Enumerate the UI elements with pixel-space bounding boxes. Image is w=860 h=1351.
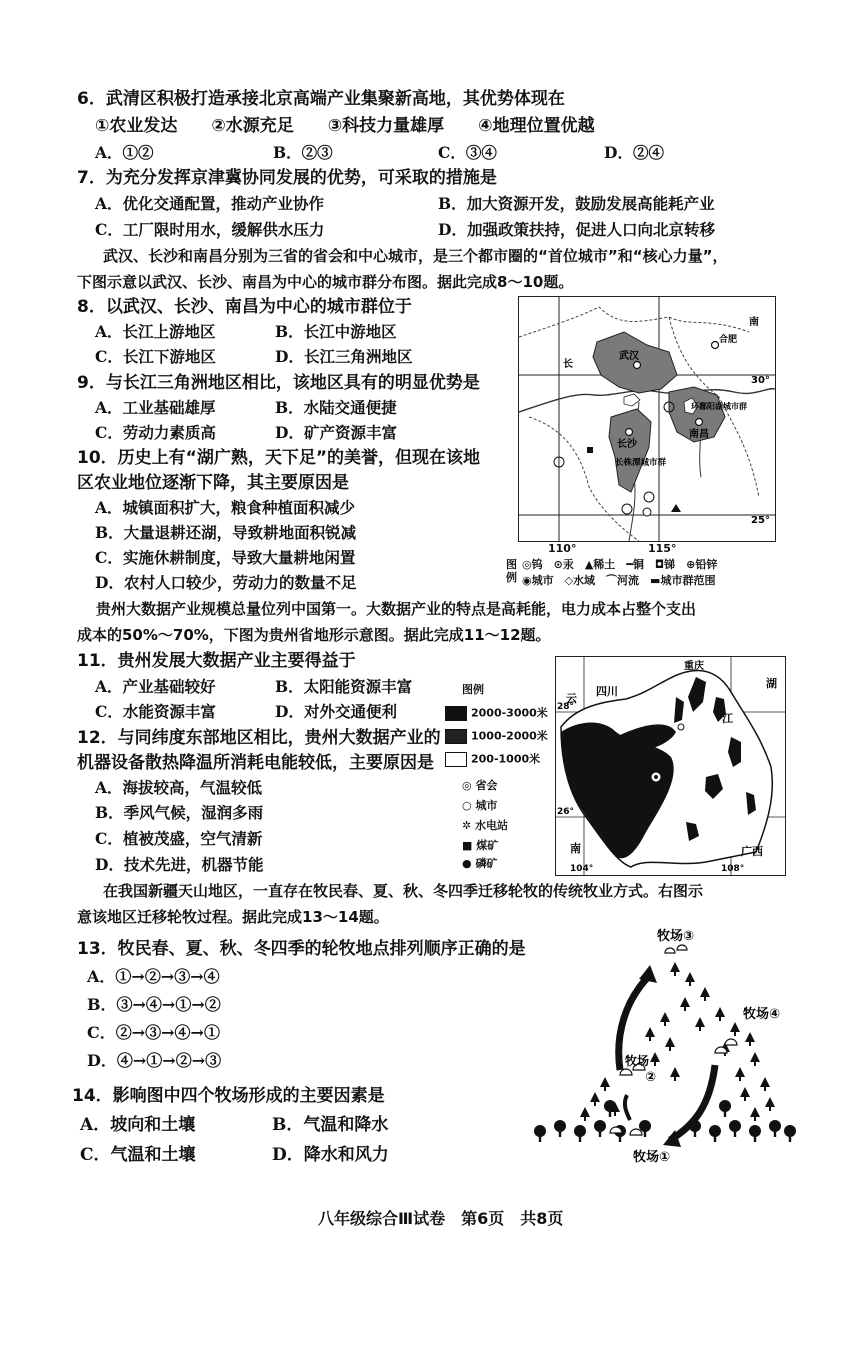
- legend-coal-label: 煤矿: [476, 839, 499, 852]
- legend-elev1-label: 2000-3000米: [471, 706, 548, 720]
- q10-option-b: B．大量退耕还湖，导致耕地面积锐减: [95, 523, 357, 542]
- map2-legend-sym3: ✲ 水电站: [462, 819, 509, 832]
- legend-swatch-high: [445, 706, 467, 721]
- q10-option-a: A．城镇面积扩大，粮食种植面积减少: [95, 498, 356, 517]
- label-lat-28: 28°: [557, 702, 575, 712]
- q11-option-d: D．对外交通便利: [275, 702, 397, 721]
- q14-stem: 14．影响图中四个牧场形成的主要因素是: [72, 1086, 385, 1106]
- q8-option-b: B．长江中游地区: [275, 322, 397, 341]
- q10-option-c: C．实施休耕制度，导致大量耕地闲置: [95, 548, 356, 567]
- label-guangxi: 广西: [741, 845, 763, 858]
- q13-option-d: D．④→①→②→③: [87, 1051, 222, 1070]
- pasture-migration-diagram: [525, 925, 815, 1170]
- passage1-line2: 下图示意以武汉、长沙、南昌为中心的城市群分布图。据此完成8～10题。: [77, 273, 574, 291]
- map2-legend-sym1: ◎ 省会: [462, 779, 498, 792]
- label-nan: 南: [749, 317, 759, 328]
- legend-swatch-mid: [445, 729, 467, 744]
- passage1-line1: 武汉、长沙和南昌分别为三省的省会和中心城市，是三个都市圈的“首位城市”和“核心力量”，: [103, 247, 728, 265]
- q14-option-b: B．气温和降水: [272, 1115, 389, 1135]
- q13-option-b: B．③→④→①→②: [87, 995, 221, 1014]
- q9-option-b: B．水陆交通便捷: [275, 398, 397, 417]
- guizhou-terrain-graphic: [556, 657, 785, 875]
- q9-option-a: A．工业基础雄厚: [95, 398, 216, 417]
- q8-stem: 8．以武汉、长沙、南昌为中心的城市群位于: [77, 297, 412, 317]
- q11-option-a: A．产业基础较好: [95, 677, 216, 696]
- legend-swatch-low: [445, 752, 467, 767]
- legend-phosphate-label: 磷矿: [475, 857, 498, 870]
- label-nanchang: 南昌: [689, 429, 709, 440]
- q12-option-c: C．植被茂盛，空气清新: [95, 829, 263, 848]
- legend-elev2-label: 1000-2000米: [471, 729, 548, 743]
- map2-legend-title: 图例: [462, 683, 484, 696]
- label-lat-26: 26°: [557, 807, 575, 817]
- pasture-migration-graphic: [525, 925, 815, 1170]
- pasture-4-label: 牧场④: [743, 1007, 781, 1022]
- q7-option-c: C．工厂限时用水，缓解供水压力: [95, 220, 325, 239]
- q11-option-c: C．水能资源丰富: [95, 702, 216, 721]
- q6-option-d: D．②④: [604, 143, 664, 162]
- q6-option-a: A．①②: [95, 143, 154, 162]
- map1-legend-row1: ◎钨 ⊙汞 ▲稀土 ━铜 ◘锑 ⊕铅锌: [522, 558, 718, 571]
- label-changsha: 长沙: [617, 439, 637, 450]
- label-yun: 云: [566, 692, 577, 705]
- q13-stem: 13．牧民春、夏、秋、冬四季的轮牧地点排列顺序正确的是: [77, 939, 526, 959]
- q12-stem-line1: 12．与同纬度东部地区相比，贵州大数据产业的: [77, 728, 441, 748]
- legend-capital-label: 省会: [475, 779, 498, 792]
- page-footer: 八年级综合Ⅲ试卷 第6页 共8页: [318, 1209, 564, 1228]
- map2-legend-sym4: ■ 煤矿: [462, 839, 499, 852]
- legend-elev3-label: 200-1000米: [471, 752, 541, 766]
- q9-option-c: C．劳动力素质高: [95, 423, 216, 442]
- city-cluster-map-graphic: [519, 297, 775, 541]
- label-zunyi: 遵义: [684, 726, 703, 736]
- city-cluster-map: [518, 296, 776, 542]
- q6-stem: 6．武清区积极打造承接北京高端产业集聚新高地，其优势体现在: [77, 89, 565, 109]
- q12-option-b: B．季风气候，湿润多雨: [95, 803, 264, 822]
- label-wuhan: 武汉: [619, 351, 639, 362]
- pasture-1-label: 牧场①: [633, 1150, 671, 1165]
- q7-option-d: D．加强政策扶持，促进人口向北京转移: [438, 220, 715, 239]
- q7-option-a: A．优化交通配置，推动产业协作: [95, 194, 325, 213]
- guizhou-terrain-map: [555, 656, 786, 876]
- label-chang: 长: [563, 359, 573, 370]
- q12-stem-line2: 机器设备散热降温所消耗电能较低，主要原因是: [77, 753, 434, 773]
- q9-stem: 9．与长江三角洲地区相比，该地区具有的明显优势是: [77, 373, 480, 393]
- q9-option-d: D．矿产资源丰富: [275, 423, 397, 442]
- map1-legend-title: 图例: [506, 558, 517, 584]
- q11-option-b: B．太阳能资源丰富: [275, 677, 413, 696]
- label-lon-108: 108°: [721, 864, 745, 874]
- legend-hydro-label: 水电站: [475, 819, 509, 832]
- q14-option-d: D．降水和风力: [272, 1145, 389, 1165]
- label-hefei: 合肥: [719, 335, 738, 345]
- q7-stem: 7．为充分发挥京津冀协同发展的优势，可采取的措施是: [77, 168, 497, 188]
- pasture-3-label: 牧场③: [657, 929, 695, 944]
- q12-option-d: D．技术先进，机器节能: [95, 855, 264, 874]
- q6-option-c: C．③④: [438, 143, 497, 162]
- label-chongqing: 重庆: [684, 661, 704, 672]
- q10-stem-line2: 区农业地位逐渐下降，其主要原因是: [77, 473, 349, 493]
- q10-option-d: D．农村人口较少，劳动力的数量不足: [95, 573, 357, 592]
- map1-legend-row2: ◉城市 ◇水域 ⌒河流 ▬城市群范围: [522, 574, 716, 587]
- label-lat-25: 25°: [751, 515, 770, 526]
- label-lat-30: 30°: [751, 375, 770, 386]
- q8-option-a: A．长江上游地区: [95, 322, 216, 341]
- q10-stem-line1: 10．历史上有“湖广熟，天下足”的美誉，但现在该地: [77, 448, 481, 468]
- pasture-2-label: 牧场: [625, 1054, 650, 1068]
- q11-stem: 11．贵州发展大数据产业主要得益于: [77, 651, 356, 671]
- passage2-line2: 成本的50%～70%，下图为贵州省地形示意图。据此完成11～12题。: [77, 626, 551, 644]
- map2-legend-sym2: ○ 城市: [462, 799, 498, 812]
- map2-legend-elev1: [445, 706, 548, 721]
- q8-option-c: C．长江下游地区: [95, 347, 216, 366]
- passage3-line1: 在我国新疆天山地区，一直存在牧民春、夏、秋、冬四季迁移轮牧的传统牧业方式。右图示: [103, 882, 704, 900]
- q14-option-c: C．气温和土壤: [80, 1145, 196, 1165]
- q6-items: ①农业发达 ②水源充足 ③科技力量雄厚 ④地理位置优越: [95, 116, 595, 136]
- q8-option-d: D．长江三角洲地区: [275, 347, 413, 366]
- map1-lon-115: 115°: [648, 542, 677, 555]
- label-hu: 湖: [766, 677, 777, 690]
- legend-city-label: 城市: [475, 799, 498, 812]
- label-sichuan: 四川: [596, 685, 618, 698]
- label-nan-yunnan: 南: [570, 842, 581, 855]
- q12-option-a: A．海拔较高，气温较低: [95, 778, 263, 797]
- label-changzhutan: 长株潭城市群: [615, 458, 667, 468]
- q6-option-b: B．②③: [273, 143, 333, 162]
- label-jiang: 江: [722, 712, 733, 725]
- map2-legend-elev3: [445, 752, 540, 767]
- label-huanpoyang: 环鄱阳湖城市群: [691, 402, 747, 411]
- label-lon-104: 104°: [570, 864, 594, 874]
- map1-lon-110: 110°: [548, 542, 577, 555]
- q7-option-b: B．加大资源开发，鼓励发展高能耗产业: [438, 194, 715, 213]
- pasture-2-number: ②: [645, 1070, 657, 1085]
- q13-option-c: C．②→③→④→①: [87, 1023, 220, 1042]
- q13-option-a: A．①→②→③→④: [87, 967, 220, 986]
- q14-option-a: A．坡向和土壤: [80, 1115, 196, 1135]
- map2-legend-elev2: [445, 729, 548, 744]
- map2-legend-sym5: ● 磷矿: [462, 857, 498, 870]
- passage2-line1: 贵州大数据产业规模总量位列中国第一。大数据产业的特点是高耗能，电力成本占整个支出: [96, 600, 697, 618]
- passage3-line2: 意该地区迁移轮牧过程。据此完成13～14题。: [77, 908, 389, 926]
